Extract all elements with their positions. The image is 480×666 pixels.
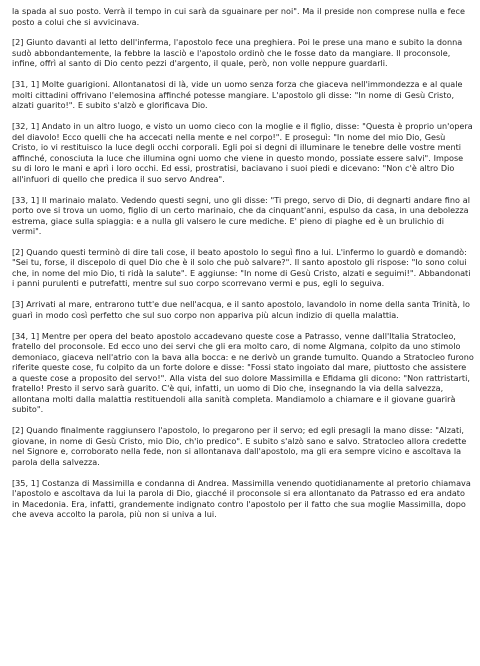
- paragraph-31-1: [31, 1] Molte guarigioni. Allontanatosi di là, vide un uomo senza forza che giaceva nell'immondezza e al quale molti cittadini offrivano l'elemosina affinché potesse mangiare. L'apostolo gli disse: "In nome di Gesù Cristo, alzati guarito!". E subito s'alzò e glorificava Dio.: [12, 79, 463, 111]
- paragraph-continuation: la spada al suo posto. Verrà il tempo in cui sarà da sguainare per noi". Ma il preside non comprese nulla e fece posto a colui che si avvicinava.: [12, 6, 465, 27]
- paragraph-32-1: [32, 1] Andato in un altro luogo, e visto un uomo cieco con la moglie e il figlio, disse: "Questa è proprio un'opera del diavolo! Ecco quelli che ha accecati nella mente e nel corpo!". E proseguì: "In nome del mio Dio, Gesù Cristo, io vi restituisco la luce degli occhi corporali. Egli poi si degni di illuminare le tenebre delle vostre menti affinché, conosciuta la luce che illumina ogni uomo che viene in questo mondo, possiate essere salvi". Impose su di loro le mani e aprì i loro occhi. Ed essi, prostratisi, baciavano i suoi piedi e dicevano: "Non c'è altro Dio all'infuori di quello che predica il suo servo Andrea".: [12, 121, 473, 184]
- paragraph-33-1: [33, 1] Il marinaio malato. Vedendo questi segni, uno gli disse: "Ti prego, servo di Dio, di degnarti andare fino al porto ove si trova un uomo, figlio di un certo marinaio, che da cinquant'anni, espulso da casa, in una debolezza estrema, giace sulla spiaggia: e a nulla gli valsero le cure mediche. E' pieno di piaghe ed è un brulichio di vermi".: [12, 194, 470, 237]
- paragraph-34-1: [34, 1] Mentre per opera del beato apostolo accadevano queste cose a Patrasso, venne dall'Italia Stratocleo, fratello del proconsole. Ed ecco uno dei servi che gli era molto caro, di nome Algmana, colpito da uno stimolo demoniaco, giaceva nell'atrio con la bava alla bocca: e ne derivò un grande tumulto. Quando a Stratocleo furono riferite queste cose, fu colpito da un forte dolore e disse: "Fossi stato ingoiato dal mare, piuttosto che assistere a queste cose a proposito del servo!". Alla vista del suo dolore Massimilla e Efidama gli dicono: "Non rattristarti, fratello! Presto il servo sarà guarito. C'è qui, infatti, un uomo di Dio che, insegnando la via della salvezza, allontana molti dalla malattia restituendoli alla sanità completa. Mandiamolo a chiamare e il giovane guarirà subito".: [12, 330, 474, 415]
- paragraph-33-3: [3] Arrivati al mare, entrarono tutt'e due nell'acqua, e il santo apostolo, lavandolo in nome della santa Trinità, lo guarì in modo così perfetto che sul suo corpo non appariva più alcun indizio di quella malattia.: [12, 299, 470, 320]
- paragraph-35-1: [35, 1] Costanza di Massimilla e condanna di Andrea. Massimilla venendo quotidianamente al pretorio chiamava l'apostolo e ascoltava da lui la parola di Dio, giacché il proconsole si era allontanato da Patrasso ed era andato in Macedonia. Era, infatti, grandemente indignato contro l'apostolo per il fatto che sua moglie Massimilla, dopo che aveva accolto la parola, più non si univa a lui.: [12, 477, 471, 520]
- document-page: [12, 6, 474, 530]
- paragraph-34-2: [2] Quando finalmente raggiunsero l'apostolo, lo pregarono per il servo; ed egli presagli la mano disse: "Alzati, giovane, in nome di Gesù Cristo, mio Dio, ch'io predico". E subito s'alzò sano e salvo. Stratocleo allora credette nel Signore e, corroborato nella fede, non si allontanava dall'apostolo, ma gli era sempre vicino e ascoltava la parola della salvezza.: [12, 425, 467, 467]
- paragraph-30-2: [2] Giunto davanti al letto dell'inferma, l'apostolo fece una preghiera. Poi le prese una mano e subito la donna sudò abbondantemente, la febbre la lasciò e l'apostolo ordinò che le fosse dato da mangiare. Il proconsole, infine, offrì al santo di Dio cento pezzi d'argento, il quale, però, non volle neppure guardarli.: [12, 37, 463, 69]
- paragraph-33-2: [2] Quando questi terminò di dire tali cose, il beato apostolo lo seguì fino a lui. L'infermo lo guardò e domandò: "Sei tu, forse, il discepolo di quel Dio che è il solo che può salvare?". Il santo apostolo gli rispose: "Io sono colui che, in nome del mio Dio, ti ridà la salute". E aggiunse: "In nome di Gesù Cristo, alzati e seguimi!". Abbandonati i panni purulenti e putrefatti, mentre sul suo corpo scorrevano vermi e pus, egli lo seguiva.: [12, 246, 471, 289]
